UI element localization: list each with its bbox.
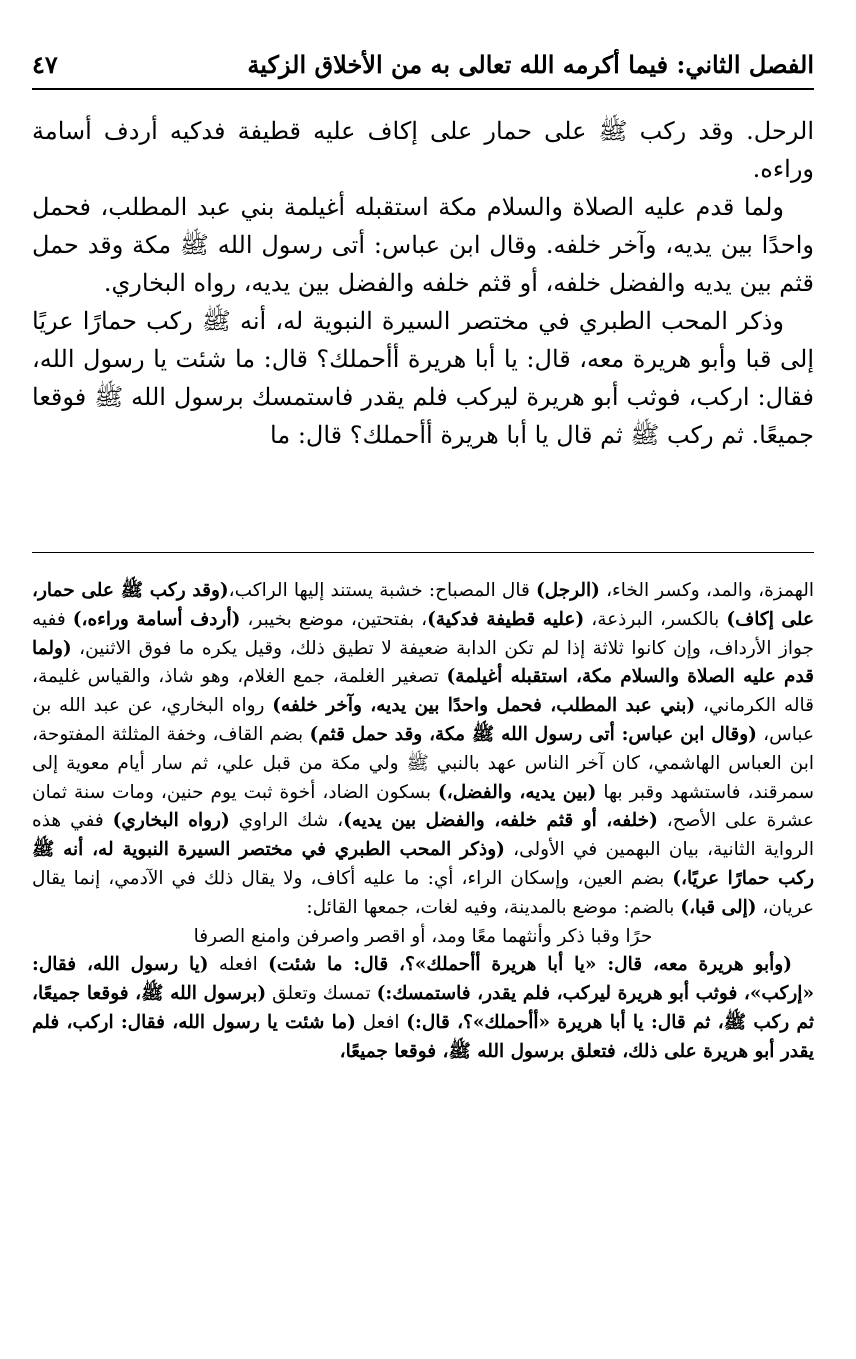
commentary-text: ، بفتحتين، موضع بخيبر، (240, 608, 428, 630)
commentary-paragraph (32, 951, 814, 1066)
quoted-phrase: (خلفه، أو قثم خلفه، والفضل بين يديه) (343, 810, 658, 832)
verse-line: حرًا وقبا ذكر وأنثهما معًا ومد، أو اقصر واصرفن وامنع الصرفا (193, 925, 653, 947)
main-paragraph: وذكر المحب الطبري في مختصر السيرة النبوية له، أنه ﷺ ركب حمارًا عريًا إلى قبا وأبو هريرة معه، قال: يا أبا هريرة أأحملك؟ قال: ما شئت يا رسول الله، فقال: اركب، فوثب أبو هريرة ليركب فلم يقدر فاستمسك برسول الله ﷺ فوقعا جميعًا. ثم ركب ﷺ ثم قال يا أبا هريرة أأحملك؟ قال: ما (32, 307, 814, 449)
commentary-text: افعل (355, 1011, 407, 1033)
quoted-phrase: (إلى قبا،) (680, 896, 757, 918)
quoted-phrase: (أردف أسامة وراءه،) (72, 608, 241, 630)
chapter-title: الفصل الثاني: فيما أكرمه الله تعالى به من الأخلاق الزكية (247, 49, 814, 79)
commentary-text: بالكسر، البرذعة، (584, 608, 727, 630)
quoted-phrase: (الرجل) (535, 580, 600, 601)
quoted-phrase: (ولما قدم عليه الصلاة والسلام مكة، استقبله أغيلمة) (32, 637, 814, 688)
quoted-phrase: (برسول الله ﷺ، فوقعا جميعًا، ثم ركب ﷺ، ثم قال: يا أبا هريرة «أأحملك»؟، قال:) (32, 983, 814, 1033)
quoted-phrase: (يا رسول الله، فقال: «إركب»، فوثب أبو هريرة ليركب، فلم يقدر، فاستمسك:) (32, 954, 815, 1005)
quoted-phrase: (عليه قطيفة فدكية) (427, 608, 585, 630)
commentary-text: رواه البخاري، عن عبد الله بن عباس، (32, 695, 814, 745)
book-page (32, 0, 814, 1359)
commentary-text: بالضم: موضع بالمدينة، وفيه لغات، جمعها القائل: (306, 896, 681, 918)
commentary-text: تصغير الغلمة، جمع الغلام، وهو شاذ، والقياس غليمة، قاله الكرماني، (32, 666, 815, 717)
header-rule (32, 88, 814, 90)
main-text (32, 112, 814, 454)
commentary-text: الهمزة، والمد، وكسر الخاء، (599, 580, 814, 601)
quoted-phrase: (بين يديه، والفضل،) (437, 781, 597, 803)
commentary-text: ففيه جواز الأرداف، وإن كانوا ثلاثة إذا لم تكن الدابة ضعيفة لا تطيق ذلك، وقيل يكره ما فوق الاثنين، (32, 608, 814, 659)
quoted-phrase: (وقال ابن عباس: أتى رسول الله ﷺ مكة، وقد حمل قثم) (309, 723, 757, 745)
commentary-text: قال المصباح: خشبة يستند إليها الراكب، (228, 580, 536, 601)
commentary-text: بسكون الضاد، أخوة ثبت يوم حنين، ومات سنة ثمان عشرة على الأصح، (32, 781, 815, 832)
quoted-phrase: (ما شئت يا رسول الله، فقال: اركب، فلم يقدر أبو هريرة على ذلك، فتعلق برسول الله ﷺ، فوقعا جميعًا، (32, 1011, 814, 1062)
quoted-phrase: (رواه البخاري) (112, 810, 230, 832)
quoted-phrase: (وقد ركب ﷺ على حمار، على إكاف) (32, 580, 815, 630)
page-number: ٤٧ (32, 49, 58, 79)
footnote-separator (32, 552, 814, 553)
main-paragraph: الرحل. وقد ركب ﷺ على حمار على إكاف عليه قطيفة فدكيه أردف أسامة وراءه. (32, 117, 814, 183)
quoted-phrase: (بني عبد المطلب، فحمل واحدًا بين يديه، وآخر خلفه) (272, 695, 696, 717)
commentary-text: ، شك الراوي (229, 810, 344, 832)
commentary-text: بضم العين، وإسكان الراء، أي: ما عليه أكاف، ولا يقال ذلك في الآدمي، إنما يقال عريان، (32, 867, 814, 918)
main-paragraph: ولما قدم عليه الصلاة والسلام مكة استقبله أغيلمة بني عبد المطلب، فحمل واحدًا بين يديه، وآخر خلفه. وقال ابن عباس: أتى رسول الله ﷺ مكة وقد حمل قثم بين يديه والفضل خلفه، أو قثم خلفه والفضل بين يديه، رواه البخاري. (32, 193, 814, 297)
commentary-text: ففي هذه الرواية الثانية، بيان البهمين في الأولى، (32, 810, 814, 861)
commentary-text: بضم القاف، وخفة المثلثة المفتوحة، ابن العباس الهاشمي، كان آخر الناس عهد بالنبي ﷺ ولي مكة من قبل علي، ثم سار أيام معوية إلى سمرقند، فاستشهد وقبر بها (32, 723, 814, 803)
quoted-phrase: (وأبو هريرة معه، قال: «يا أبا هريرة أأحملك»؟، قال: ما شئت) (268, 954, 792, 976)
commentary-text: تمسك وتعلق (266, 983, 377, 1005)
commentary (32, 577, 814, 1067)
commentary-paragraph (32, 577, 814, 923)
commentary-text: افعله (208, 954, 269, 976)
quoted-phrase: (وذكر المحب الطبري في مختصر السيرة النبوية له، أنه ﷺ ركب حمارًا عريًا،) (32, 839, 815, 889)
running-header (32, 44, 814, 84)
